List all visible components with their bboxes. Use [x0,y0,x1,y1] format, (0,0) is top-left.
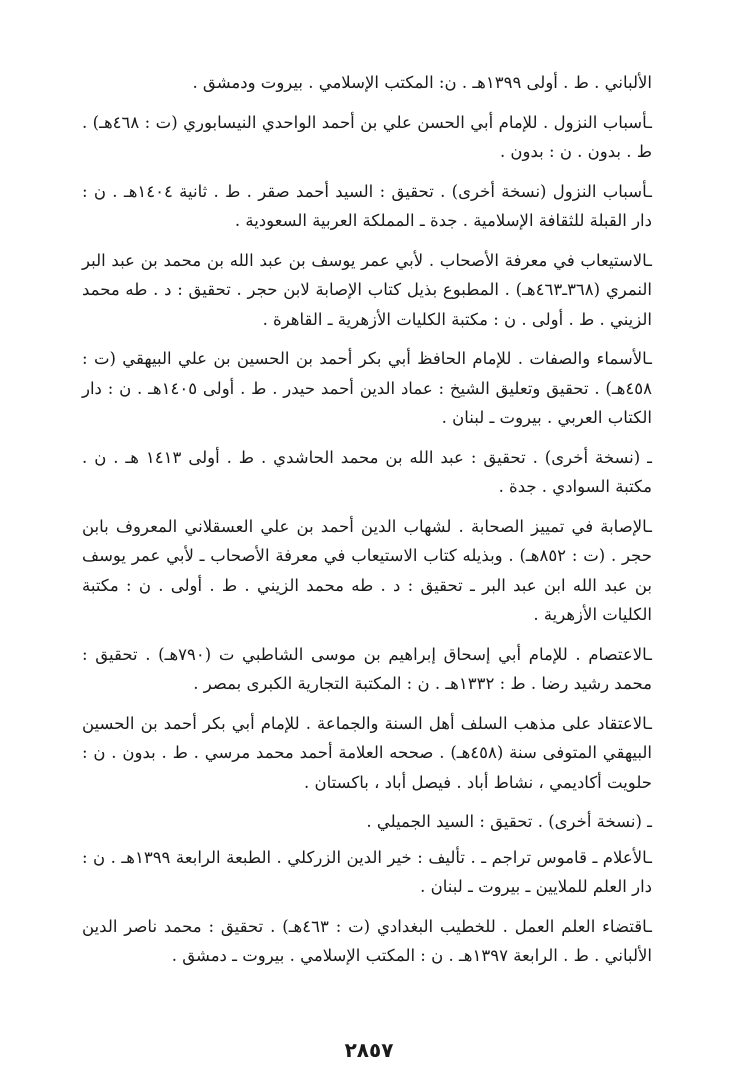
bibliography-entry: ـ (نسخة أخرى) . تحقيق : السيد الجميلي . [366,812,652,831]
bibliography-entry: ـالاعتقاد على مذهب السلف أهل السنة والجماعة . للإمام أبي بكر أحمد بن الحسين البيهقي المتوفى سنة (٤٥٨هـ) . صححه العلامة أحمد محمد مرسي . ط . بدون . ن : حلويت أكاديمي ، نشاط أباد . فيصل أباد ، باكستان . [82,713,652,792]
bibliography-entry: الألباني . ط . أولى ١٣٩٩هـ . ن: المكتب الإسلامي . بيروت ودمشق . [192,73,652,92]
bibliography-entry: ـالأسماء والصفات . للإمام الحافظ أبي بكر أحمد بن الحسين بن علي البيهقي (ت : ٤٥٨هـ) . تحقيق وتعليق الشيخ : عماد الدين أحمد حيدر . ط . أولى ١٤٠٥هـ . ن : دار الكتاب العربي . بيروت ـ لبنان . [82,349,652,427]
page-number: ٢٨٥٧ [344,1038,394,1062]
bibliography-entry: ـ (نسخة أخرى) . تحقيق : عبد الله بن محمد الحاشدي . ط . أولى ١٤١٣ هـ . ن . مكتبة السوادي . جدة . [82,447,652,496]
bibliography-entry: ـالأعلام ـ قاموس تراجم ـ . تأليف : خير الدين الزركلي . الطبعة الرابعة ١٣٩٩هـ . ن : دار العلم للملايين ـ بيروت ـ لبنان . [82,847,652,896]
bibliography-entry: ـاقتضاء العلم العمل . للخطيب البغدادي (ت : ٤٦٣هـ) . تحقيق : محمد ناصر الدين الألباني . ط . الرابعة ١٣٩٧هـ . ن : المكتب الإسلامي . بيروت ـ دمشق . [82,916,652,965]
bibliography-entry: ـأسباب النزول (نسخة أخرى) . تحقيق : السيد أحمد صقر . ط . ثانية ١٤٠٤هـ . ن : دار القبلة للثقافة الإسلامية . جدة ـ المملكة العربية السعودية . [82,181,652,230]
bibliography-entry: ـالاستيعاب في معرفة الأصحاب . لأبي عمر يوسف بن عبد الله بن محمد بن عبد البر النمري (٣٦٨ـ٤٦٣هـ) . المطبوع بذيل كتاب الإصابة لابن حجر . تحقيق : د . طه محمد الزيني . ط . أولى . ن : مكتبة الكليات الأزهرية ـ القاهرة . [82,250,652,329]
bibliography-entry: ـأسباب النزول . للإمام أبي الحسن علي بن أحمد الواحدي النيسابوري (ت : ٤٦٨هـ) . ط . بدون . ن : بدون . [82,112,652,161]
bibliography-list [82,68,652,981]
bibliography-entry: ـالاعتصام . للإمام أبي إسحاق إبراهيم بن موسى الشاطبي ت (٧٩٠هـ) . تحقيق : محمد رشيد رضا . ط : ١٣٣٢هـ . ن : المكتبة التجارية الكبرى بمصر . [82,644,652,693]
bibliography-entry: ـالإصابة في تمييز الصحابة . لشهاب الدين أحمد بن علي العسقلاني المعروف بابن حجر . (ت : ٨٥٢هـ) . وبذيله كتاب الاستيعاب في معرفة الأصحاب ـ لأبي عمر يوسف بن عبد الله ابن عبد البر ـ تحقيق : د . طه محمد الزيني . ط . أولى . ن : مكتبة الكليات الأزهرية . [82,516,652,624]
